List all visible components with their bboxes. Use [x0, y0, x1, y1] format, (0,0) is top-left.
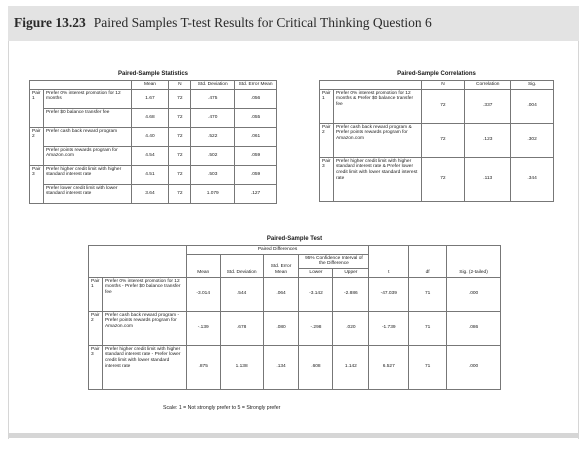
cell-mean: 4.40 [131, 127, 169, 146]
stats-header-mean: Mean [131, 81, 169, 90]
bottom-rule [8, 433, 579, 438]
test-header-row-1 [89, 246, 501, 255]
test-header-sem: Std. Error Mean [263, 254, 299, 277]
table-row [30, 146, 277, 165]
test-table [88, 245, 501, 390]
corr-caption: Paired-Sample Correlations [397, 71, 476, 77]
cell-sig: .344 [511, 157, 554, 201]
cell-mean: 3.64 [131, 184, 169, 203]
cell-sem: .127 [235, 184, 277, 203]
row-label: Prefer 0% interest promotion for 12 months - Prefer $0 balance transfer fee [102, 277, 186, 311]
cell-upper: 1.142 [333, 345, 369, 389]
test-header-blank [89, 246, 187, 278]
test-header-df: df [409, 246, 447, 278]
cell-sem: .134 [263, 345, 299, 389]
scale-note: Scale: 1 = Not strongly prefer to 5 = Strongly prefer [163, 405, 281, 411]
pair-label: Pair 2 [320, 123, 334, 157]
test-header-lower: Lower [299, 268, 333, 277]
cell-mean: -.139 [186, 311, 220, 345]
test-header-paired-differences: Paired Differences [186, 246, 369, 255]
cell-n: 72 [421, 123, 465, 157]
stats-header-row [30, 81, 277, 90]
cell-sig: .086 [447, 311, 501, 345]
pair-label: Pair 1 [89, 277, 103, 311]
figure-number: Figure 13.23 [14, 15, 86, 30]
cell-sd: .470 [191, 108, 235, 127]
table-row [30, 89, 277, 108]
cell-df: 71 [409, 345, 447, 389]
cell-mean: 4.68 [131, 108, 169, 127]
cell-upper: -2.886 [333, 277, 369, 311]
corr-header-correlation: Correlation [465, 81, 511, 90]
cell-n: 72 [169, 108, 191, 127]
cell-n: 72 [169, 89, 191, 108]
cell-t: 6.527 [369, 345, 409, 389]
row-label: Prefer higher credit limit with higher standard interest rate [43, 165, 131, 184]
cell-sd: .544 [220, 277, 263, 311]
test-header-upper: Upper [333, 268, 369, 277]
cell-n: 72 [169, 184, 191, 203]
row-label: Prefer cash back reward program & Prefer points rewards program for Amazon.com [333, 123, 421, 157]
row-label: Prefer higher credit limit with higher standard interest rate & Prefer lower credit limit with lower standard interest rate [333, 157, 421, 201]
cell-lower: .608 [299, 345, 333, 389]
corr-header-row [320, 81, 554, 90]
cell-sem: .055 [235, 108, 277, 127]
cell-upper: .020 [333, 311, 369, 345]
cell-sd: .522 [191, 127, 235, 146]
cell-sd: .503 [191, 165, 235, 184]
cell-correlation: .123 [465, 123, 511, 157]
cell-n: 72 [421, 157, 465, 201]
pair-label: Pair 3 [89, 345, 103, 389]
stats-header-n: N [169, 81, 191, 90]
cell-mean: 4.51 [131, 165, 169, 184]
table-row [30, 127, 277, 146]
table-row [30, 184, 277, 203]
cell-n: 72 [421, 89, 465, 123]
row-label: Prefer 0% interest promotion for 12 months & Prefer $0 balance transfer fee [333, 89, 421, 123]
cell-df: 71 [409, 277, 447, 311]
row-label: Prefer 0% interest promotion for 12 months [43, 89, 131, 108]
stats-table [29, 80, 277, 204]
table-row [89, 311, 501, 345]
cell-df: 71 [409, 311, 447, 345]
cell-sem: .056 [235, 89, 277, 108]
cell-mean: 1.67 [131, 89, 169, 108]
stats-caption: Paired-Sample Statistics [117, 71, 189, 77]
test-header-sd: Std. Deviation [220, 254, 263, 277]
corr-table [319, 80, 554, 202]
figure-title-text: Paired Samples T-test Results for Critical Thinking Question 6 [93, 15, 432, 30]
cell-n: 72 [169, 165, 191, 184]
cell-sig: .000 [447, 345, 501, 389]
row-label: Prefer lower credit limit with lower standard interest rate [43, 184, 131, 203]
row-label: Prefer higher credit limit with higher standard interest rate - Prefer lower credit limit with lower standard interest rate [102, 345, 186, 389]
cell-sd: .678 [220, 311, 263, 345]
stats-header-blank [30, 81, 132, 90]
cell-t: -1.739 [369, 311, 409, 345]
table-row [30, 165, 277, 184]
table-row [30, 108, 277, 127]
cell-lower: -.298 [299, 311, 333, 345]
cell-mean: 4.54 [131, 146, 169, 165]
cell-sem: .059 [235, 165, 277, 184]
table-row [89, 277, 501, 311]
table-row [320, 89, 554, 123]
cell-sem: .061 [235, 127, 277, 146]
cell-n: 72 [169, 146, 191, 165]
test-header-sig: Sig. (2-tailed) [447, 246, 501, 278]
cell-sd: 1.138 [220, 345, 263, 389]
cell-mean: .875 [186, 345, 220, 389]
pair-label: Pair 2 [30, 127, 44, 165]
pair-label: Pair 3 [320, 157, 334, 201]
pair-label: Pair 2 [89, 311, 103, 345]
row-label: Prefer cash back reward program - Prefer points rewards program for Amazon.com [102, 311, 186, 345]
stats-header-sem: Std. Error Mean [235, 81, 277, 90]
cell-mean: -3.014 [186, 277, 220, 311]
pair-label: Pair 1 [30, 89, 44, 127]
test-header-mean: Mean [186, 254, 220, 277]
corr-header-blank [320, 81, 422, 90]
cell-correlation: .337 [465, 89, 511, 123]
cell-n: 72 [169, 127, 191, 146]
test-header-t: t [369, 246, 409, 278]
row-label: Prefer points rewards program for Amazon.com [43, 146, 131, 165]
cell-t: -47.039 [369, 277, 409, 311]
pair-label: Pair 3 [30, 165, 44, 203]
cell-sig: .000 [447, 277, 501, 311]
corr-header-sig: Sig. [511, 81, 554, 90]
row-label: Prefer $0 balance transfer fee [43, 108, 131, 127]
table-row [89, 345, 501, 389]
test-header-ci: 95% Confidence Interval of the Difference [299, 254, 369, 268]
stats-header-sd: Std. Deviation [191, 81, 235, 90]
cell-sig: .004 [511, 89, 554, 123]
table-row [320, 157, 554, 201]
table-row [320, 123, 554, 157]
test-caption: Paired-Sample Test [266, 236, 323, 242]
cell-lower: -3.142 [299, 277, 333, 311]
pair-label: Pair 1 [320, 89, 334, 123]
cell-sem: .064 [263, 277, 299, 311]
cell-sem: .080 [263, 311, 299, 345]
cell-sem: .059 [235, 146, 277, 165]
figure-title [14, 15, 432, 31]
cell-sig: .302 [511, 123, 554, 157]
cell-correlation: .113 [465, 157, 511, 201]
cell-sd: 1.079 [191, 184, 235, 203]
row-label: Prefer cash back reward program [43, 127, 131, 146]
cell-sd: .502 [191, 146, 235, 165]
cell-sd: .475 [191, 89, 235, 108]
corr-header-n: N [421, 81, 465, 90]
